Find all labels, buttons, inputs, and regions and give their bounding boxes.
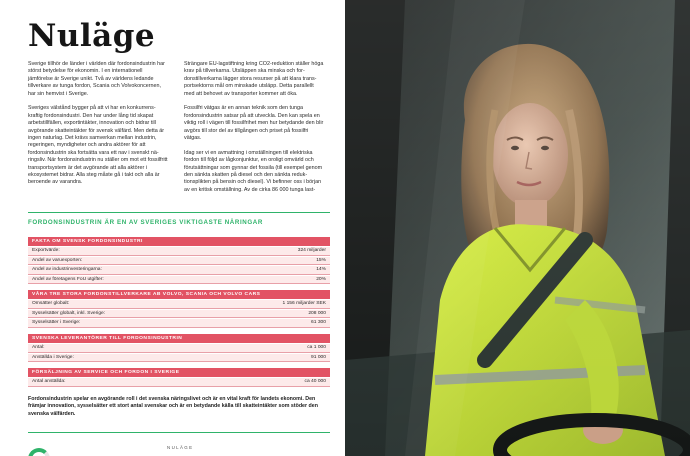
row-label: Antal anställda: (32, 379, 66, 384)
fact-section-heading: FORDONSINDUSTRIN ÄR EN AV SVERIGES VIKTIGASTE NÄRINGAR (28, 219, 263, 226)
table-row (28, 266, 330, 275)
driver-photo (345, 0, 690, 456)
divider-line (28, 212, 330, 213)
paragraph: Sverige tillhör de länder i världen där fordonsindustrin har störst betydelse för ekonomin. I en internationell jämförelse är Sverige unikt. Två av världens ledande tillverkare av tunga fordon, Scania och Volvokoncernen, har sin hemvist i Sverige. (28, 61, 165, 97)
summary-text: Fordonsindustrin spelar en avgörande roll i det svenska näringslivet och är en vital kraft för landets ekonomi. Den främjar innovation, sysselsätter ett stort antal svenskar och är en betydande källa till skatteintäkter som stöder den svenska välfärden. (28, 396, 318, 417)
row-value: 61 300 (311, 320, 326, 325)
table-row (28, 319, 330, 328)
body-column-right (184, 61, 324, 202)
table-row (28, 257, 330, 266)
running-footer: NULÄGE (167, 445, 194, 450)
paragraph: Sveriges välstånd bygger på att vi har en konkurrenskraftig fordonsindustri. Den har under lång tid skapat arbetstillfällen, exportintäkter, innovation och bidrar till avgörande skatteintäkter för svensk välfärd. Men detta är ingen naturlag. Det krävs samverkan mellan industrin, regeringen, myndigheter och andra aktörer för att fordonsindustrin ska fortsätta vara ett nav i svenskt näringsliv. När fordonsindustrin nu ställer om mot ett fossilfritt transportsystem är det avgörande att alla aktörer i ekosystemet bidrar. Alla steg måste gå i takt och alla är beroende av varandra. (28, 105, 168, 186)
table-row (28, 378, 330, 387)
row-value: 14% (316, 267, 326, 272)
row-value: 324 miljarder (297, 248, 326, 253)
table-row (28, 354, 330, 363)
table-row (28, 276, 330, 285)
table-header: FAKTA OM SVENSK FORDONSINDUSTRI (28, 237, 330, 246)
paragraph: Fossilfri vätgas är en annan teknik som den tunga fordonsindustrin satsar på att utveckla. Den kan spela en viktig roll i vägen till fossilfrihet men hur betydande den blir avgörs till stor del av tillgången och priset på fossilfri vätgas. (184, 105, 324, 142)
row-label: Andel av företagens FoU utgifter: (32, 276, 104, 282)
table-header: SVENSKA LEVERANTÖRER TILL FORDONSINDUSTRIN (28, 334, 330, 343)
paragraph: Idag ser vi en avmattning i omställningen till elektriska fordon till följd av lågkonjunktur, en oroligt omvärld och förutsättningar som gynnar det fossila (till exempel genom den sänkta skatten på diesel och den sänkta reduktionsplikten på bensin och diesel). Vi befinner oss i början av en kritisk omställning. Av de cirka 86 000 tunga last- (184, 149, 323, 193)
page-title: Nuläge (28, 18, 156, 54)
table-header: FÖRSÄLJNING AV SERVICE OCH FORDON I SVERIGE (28, 368, 330, 377)
row-value: 20% (316, 276, 326, 282)
divider-line (28, 432, 330, 433)
body-column-left (28, 61, 168, 194)
row-label: Exportvärde: (32, 248, 60, 253)
table-row (28, 310, 330, 319)
table-header: VÅRA TRE STORA FORDONSTILLVERKARE AB VOLVO, SCANIA OCH VOLVO CARS (28, 290, 330, 299)
row-value: ca 40 000 (304, 379, 326, 384)
row-label: Sysselsätter i Sverige: (32, 320, 81, 325)
progress-circle-icon (28, 448, 50, 456)
row-label: Anställda i Sverige: (32, 354, 74, 360)
row-label: Omsätter globalt: (32, 301, 70, 306)
row-value: 1 156 miljarder SEK (282, 301, 326, 306)
right-page-photo (345, 0, 690, 456)
row-value: ca 1 000 (307, 345, 326, 350)
row-label: Sysselsätter globalt, inkl. Sverige: (32, 310, 106, 316)
table-row (28, 247, 330, 256)
row-label: Andel av varuexporten: (32, 257, 83, 263)
table-row (28, 344, 330, 353)
paragraph: Strängare EU-lagstiftning kring CO2-reduktion ställer höga krav på tillverkarna. Utsläppen ska minska och fordonstillverkarna lägger stora resurser på att klara transportsektorns mål om minskade utsläpp. Detta parallellt med att behovet av transporter kommer att öka. (184, 61, 324, 97)
row-label: Andel av industrinvesteringarna: (32, 267, 102, 272)
row-value: 15% (316, 257, 326, 263)
row-value: 208 000 (308, 310, 326, 316)
row-value: 91 000 (311, 354, 326, 360)
table-row (28, 300, 330, 309)
row-label: Antal: (32, 345, 45, 350)
